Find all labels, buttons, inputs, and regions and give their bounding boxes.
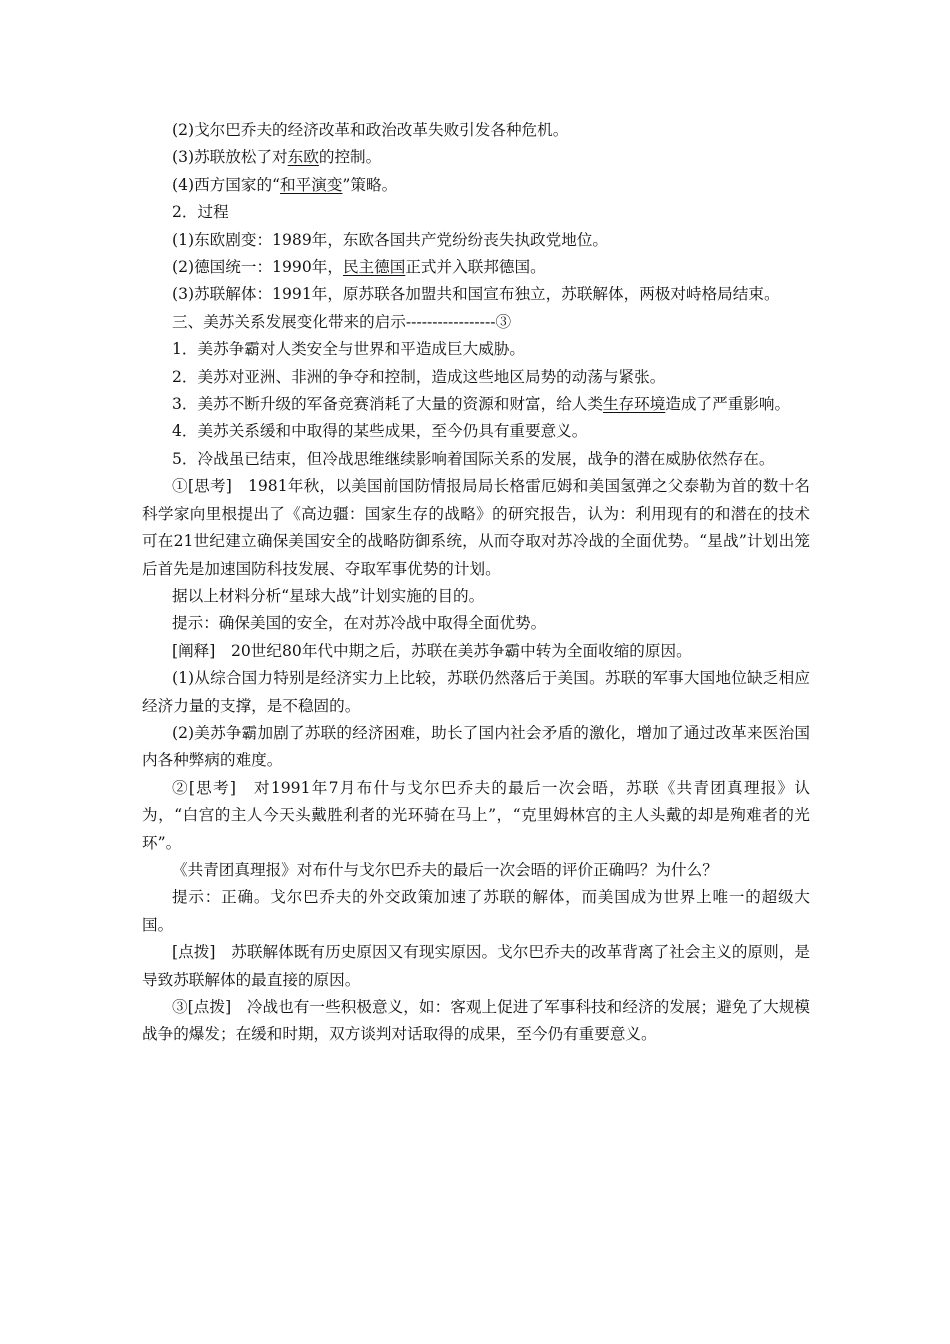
text-segment: 的控制。	[318, 148, 382, 167]
paragraph-lesson-5: 5．冷战虽已结束，但冷战思维继续影响着国际关系的发展，战争的潜在威胁依然存在。	[172, 449, 775, 468]
text-segment: (3)苏联放松了对	[172, 148, 288, 167]
text-segment: 造成了严重影响。	[665, 395, 791, 414]
paragraph-lesson-1: 1．美苏争霸对人类安全与世界和平造成巨大威胁。	[172, 340, 525, 359]
text-segment: 正式并入联邦德国。	[405, 258, 546, 277]
paragraph-explain-1: (1)从综合国力特别是经济实力上比较，苏联仍然落后于美国。苏联的军事大国地位缺乏相应经济力量的支撑，是不稳固的。	[142, 669, 810, 715]
paragraph-hint-1: 提示：确保美国的安全，在对苏冷战中取得全面优势。	[172, 614, 547, 633]
underlined-term-gdr: 民主德国	[342, 258, 406, 277]
underlined-term-environment: 生存环境	[602, 395, 666, 414]
section-heading-process: 2．过程	[172, 203, 229, 222]
paragraph-cause-2: (2)戈尔巴乔夫的经济改革和政治改革失败引发各种危机。	[172, 121, 569, 139]
paragraph-cause-3	[142, 144, 810, 171]
text-segment: 3．美苏不断升级的军备竞赛消耗了大量的资源和财富，给人类	[172, 395, 603, 414]
paragraph-explain: [阐释] 20世纪80年代中期之后，苏联在美苏争霸中转为全面收缩的原因。	[172, 641, 692, 660]
underlined-term-peaceful-evolution: 和平演变	[280, 175, 343, 194]
paragraph-process-1: (1)东欧剧变：1989年，东欧各国共产党纷纷丧失执政党地位。	[172, 230, 609, 249]
paragraph-lesson-2: 2．美苏对亚洲、非洲的争夺和控制，造成这些地区局势的动荡与紧张。	[172, 367, 666, 386]
paragraph-lesson-3	[142, 391, 810, 418]
paragraph-lesson-4: 4．美苏关系缓和中取得的某些成果，至今仍具有重要意义。	[172, 422, 588, 441]
paragraph-explain-2: (2)美苏争霸加剧了苏联的经济困难，助长了国内社会矛盾的激化，增加了通过改革来医治国内各种弊病的难度。	[142, 723, 810, 770]
paragraph-question-2: 《共青团真理报》对布什与戈尔巴乔夫的最后一次会晤的评价正确吗？为什么？	[172, 860, 718, 879]
paragraph-hint-2: 提示：正确。戈尔巴乔夫的外交政策加速了苏联的解体，而美国成为世界上唯一的超级大国。	[142, 888, 810, 934]
paragraph-think-2: ②[思考] 对1991年7月布什与戈尔巴乔夫的最后一次会晤，苏联《共青团真理报》认为，“白宫的主人今天头戴胜利者的光环骑在马上”，“克里姆林宫的主人头戴的却是殉难者的光环”。	[142, 778, 810, 852]
text-segment: (4)西方国家的“	[172, 175, 281, 194]
paragraph-cause-4	[142, 172, 810, 199]
text-segment: (2)德国统一：1990年，	[172, 258, 343, 277]
text-segment: ”策略。	[342, 175, 398, 194]
section-heading-lessons: 三、美苏关系发展变化带来的启示-----------------③	[172, 312, 512, 331]
paragraph-process-3: (3)苏联解体：1991年，原苏联各加盟共和国宣布独立，苏联解体，两极对峙格局结束。	[172, 285, 780, 304]
paragraph-process-2	[142, 254, 810, 281]
paragraph-point-3: ③[点拨] 冷战也有一些积极意义，如：客观上促进了军事科技和经济的发展；避免了大规模战争的爆发；在缓和时期，双方谈判对话取得的成果，至今仍有重要意义。	[142, 998, 810, 1044]
paragraph-think-1: ①[思考] 1981年秋，以美国前国防情报局局长格雷厄姆和美国氢弹之父泰勒为首的数十名科学家向里根提出了《高边疆：国家生存的战略》的研究报告，认为：利用现有的和潜在的技术可在21世纪建立确保美国安全的战略防御系统，从而夺取对苏冷战的全面优势。“星战”计划出笼后首先是加速国防科技发展、夺取军事优势的计划。	[142, 477, 810, 578]
paragraph-question-1: 据以上材料分析“星球大战”计划实施的目的。	[172, 586, 485, 605]
paragraph-point-1: [点拨] 苏联解体既有历史原因又有现实原因。戈尔巴乔夫的改革背离了社会主义的原则，是导致苏联解体的最直接的原因。	[142, 943, 810, 989]
underlined-term-east-europe: 东欧	[287, 148, 319, 167]
document-body	[142, 117, 810, 1049]
